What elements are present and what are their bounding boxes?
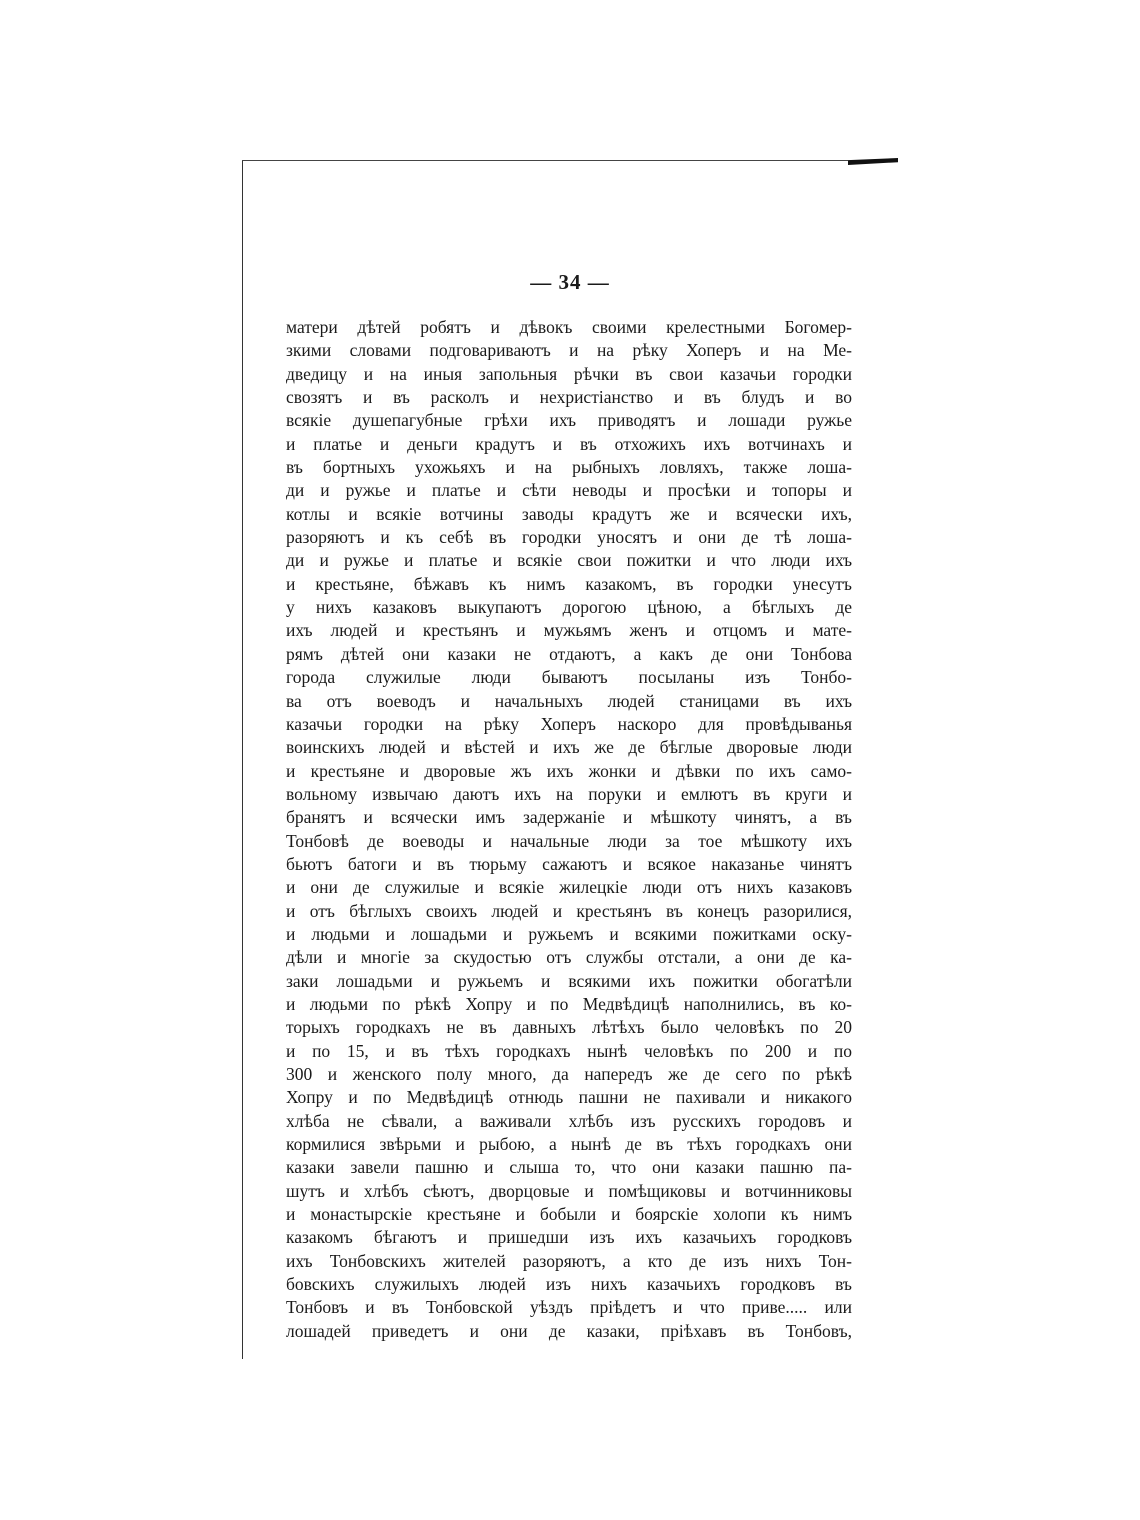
page-corner-mark xyxy=(848,158,898,165)
text-line: Тонбовѣ де воеводы и начальные люди за тое мѣшкоту ихъ xyxy=(286,830,852,851)
text-line: зкими словами подговариваютъ и на рѣку Хоперъ и на Ме- xyxy=(286,340,852,361)
text-line: въ бортныхъ ухожьяхъ и на рыбныхъ ловляхъ, также лоша- xyxy=(286,457,852,478)
text-line: разоряютъ и къ себѣ въ городки уносятъ и они де тѣ лоша- xyxy=(286,527,852,548)
text-line: 300 и женского полу много, да напередъ же де сего по рѣкѣ xyxy=(286,1064,852,1084)
text-line: свозятъ и въ расколъ и нехристіанство и въ блудъ и во xyxy=(286,387,852,408)
text-line: ди и ружье и платье и сѣти неводы и просѣки и топоры и xyxy=(286,480,852,501)
page-number: — 34 — xyxy=(530,270,610,294)
text-line: рямъ дѣтей они казаки не отдаютъ, а какъ де они Тонбова xyxy=(286,643,852,664)
text-line: Хопру и по Медвѣдицѣ отнюдь пашни не пахивали и никакого xyxy=(286,1087,852,1108)
page-top-edge xyxy=(242,160,848,161)
text-line: бранятъ и всячески имъ задержаніе и мѣшкоту чинятъ, а въ xyxy=(286,807,852,828)
body-text xyxy=(286,316,852,1343)
page-left-edge xyxy=(242,161,243,1359)
text-line: кормилися звѣрьми и рыбою, а нынѣ де въ тѣхъ городкахъ они xyxy=(286,1134,852,1155)
text-line: котлы и всякіе вотчины заводы крадутъ же и всячески ихъ, xyxy=(286,503,852,524)
text-line: дведицу и на иныя запольныя рѣчки въ свои казачьи городки xyxy=(286,363,852,384)
text-line: казаки завели пашню и слыша то, что они казаки пашню па- xyxy=(286,1157,852,1178)
text-line: и крестьяне и дворовые жъ ихъ жонки и дѣвки по ихъ само- xyxy=(286,760,852,781)
text-line: дѣли и многіе за скудостью отъ службы отстали, а они де ка- xyxy=(286,947,852,968)
text-line: казачьи городки на рѣку Хоперъ наскоро для провѣдыванья xyxy=(286,713,852,734)
text-line: казакомъ бѣгаютъ и пришедши изъ ихъ казачьихъ городковъ xyxy=(286,1227,852,1248)
text-line: вольному извычаю даютъ ихъ на поруки и емлютъ въ круги и xyxy=(286,783,852,804)
text-line: и они де служилые и всякіе жилецкіе люди отъ нихъ казаковъ xyxy=(286,877,852,898)
text-line: у нихъ казаковъ выкупаютъ дорогою цѣною, а бѣглыхъ де xyxy=(286,597,852,618)
text-line: и монастырскіе крестьяне и бобыли и боярскіе холопи къ нимъ xyxy=(286,1204,852,1225)
text-line: лошадей приведетъ и они де казаки, пріѣхавъ въ Тонбовъ, xyxy=(286,1320,852,1341)
text-line: и отъ бѣглыхъ своихъ людей и крестьянъ въ конецъ разорилися, xyxy=(286,900,852,921)
text-line: и платье и деньги крадутъ и въ отхожихъ ихъ вотчинахъ и xyxy=(286,433,852,454)
text-line: и крестьяне, бѣжавъ къ нимъ казакомъ, въ городки унесутъ xyxy=(286,573,852,594)
text-line: бьютъ батоги и въ тюрьму сажаютъ и всякое наказанье чинятъ xyxy=(286,853,852,874)
text-line: ихъ Тонбовскихъ жителей разоряютъ, а кто де изъ нихъ Тон- xyxy=(286,1250,852,1271)
text-line: заки лошадьми и ружьемъ и всякими ихъ пожитки обогатѣли xyxy=(286,970,852,991)
text-line: ихъ людей и крестьянъ и мужьямъ женъ и отцомъ и мате- xyxy=(286,620,852,641)
text-line: и людьми по рѣкѣ Хопру и по Медвѣдицѣ наполнились, въ ко- xyxy=(286,993,852,1014)
text-line: бовскихъ служилыхъ людей изъ нихъ казачьихъ городковъ въ xyxy=(286,1274,852,1295)
text-line: матери дѣтей робятъ и дѣвокъ своими крелестными Богомер- xyxy=(286,317,852,337)
text-line: шутъ и хлѣбъ сѣютъ, дворцовые и помѣщиковы и вотчинниковы xyxy=(286,1180,852,1201)
text-line: воинскихъ людей и вѣстей и ихъ же де бѣглые дворовые люди xyxy=(286,737,852,758)
text-line: торыхъ городкахъ не въ давныхъ лѣтѣхъ было человѣкъ по 20 xyxy=(286,1017,852,1038)
text-line: Тонбовъ и въ Тонбовской уѣздъ пріѣдетъ и что приве..... или xyxy=(286,1297,852,1318)
text-line: и людьми и лошадьми и ружьемъ и всякими пожитками оску- xyxy=(286,923,852,944)
text-line: хлѣба не сѣвали, а важивали хлѣбъ изъ русскихъ городовъ и xyxy=(286,1110,852,1131)
text-line: всякіе душепагубные грѣхи ихъ приводятъ и лошади ружье xyxy=(286,410,852,431)
text-line: и по 15, и въ тѣхъ городкахъ нынѣ человѣкъ по 200 и по xyxy=(286,1040,852,1061)
text-line: ди и ружье и платье и всякіе свои пожитки и что люди ихъ xyxy=(286,550,852,571)
text-line: ва отъ воеводъ и начальныхъ людей станицами въ ихъ xyxy=(286,690,852,711)
text-line: города служилые люди бываютъ посыланы изъ Тонбо- xyxy=(286,667,852,688)
